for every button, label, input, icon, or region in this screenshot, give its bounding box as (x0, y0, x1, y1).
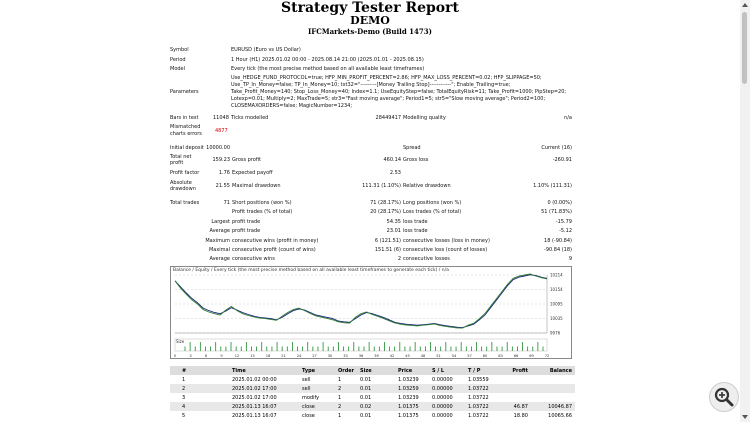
al-value: -5.12 (559, 228, 572, 234)
x-tick-label: 57 (467, 354, 472, 358)
header-cell: Size (360, 368, 372, 374)
x-tick-label: 3 (189, 354, 192, 358)
header-cell: Profit (512, 368, 528, 374)
header-cell: Time (232, 368, 246, 374)
cp-value: 151.51 (6) (374, 247, 401, 253)
scroll-up-icon[interactable] (742, 3, 748, 7)
series-line-equity (175, 274, 547, 328)
x-tick-label: 51 (436, 354, 441, 358)
pt-value: 20 (28.17%) (370, 209, 401, 215)
scroll-down-icon[interactable] (742, 415, 748, 419)
grossloss-value: -260.91 (552, 157, 572, 163)
lt-value: 51 (71.83%) (541, 209, 572, 215)
table-cell: 0.01 (360, 386, 372, 392)
short-value: 71 (28.17%) (370, 200, 401, 206)
size-label: Size (176, 339, 185, 344)
table-cell: 10046.87 (548, 404, 572, 410)
table-cell: 1.03239 (398, 377, 419, 383)
payoff-label: Expected payoff (232, 170, 273, 176)
absdd-value: 21.55 (215, 183, 230, 189)
reldd-label: Relative drawdown (403, 183, 451, 189)
al-label: loss trade (403, 228, 428, 234)
chart-canvas (171, 267, 571, 358)
pf-label: Profit factor (170, 170, 200, 176)
cl-value: 18 (-90.84) (544, 238, 572, 244)
table-cell: sell (302, 386, 311, 392)
header-cell: T / P (468, 368, 481, 374)
table-cell: 0.01 (360, 377, 372, 383)
y-tick-label: 10095 (550, 301, 563, 307)
zoom-button[interactable] (709, 382, 739, 412)
payoff-value: 2.53 (389, 170, 401, 176)
spread-value: Current (16) (541, 145, 572, 151)
x-tick-label: 15 (250, 354, 255, 358)
deposit-value: 10000.00 (206, 145, 230, 151)
average-label: Average (209, 228, 230, 234)
ll-label: loss trade (403, 219, 428, 225)
ap-label: profit trade (232, 228, 261, 234)
x-tick-label: 36 (358, 354, 364, 358)
maximum-label: Maximum (205, 238, 230, 244)
cp-label: consecutive profit (count of wins) (232, 247, 316, 253)
table-cell: 2025.01.02 17:00 (232, 395, 277, 401)
grossloss-label: Gross loss (403, 157, 429, 163)
mismatch-value: 4877 (215, 128, 228, 134)
pt-label: Profit trades (% of total) (232, 209, 293, 215)
table-cell: modify (302, 395, 320, 401)
grossprofit-value: 460.14 (383, 157, 401, 163)
table-cell: 0.00000 (432, 404, 453, 410)
table-cell: 1 (338, 377, 342, 383)
maximal-label: Maximal (208, 247, 230, 253)
table-cell: 0.00000 (432, 377, 453, 383)
x-tick-label: 45 (405, 354, 410, 358)
series-line-balance (175, 275, 547, 328)
x-tick-label: 12 (234, 354, 240, 358)
scrollbar-thumb[interactable] (742, 12, 747, 84)
balance-chart (170, 266, 572, 359)
ticks-value: 28449417 (375, 115, 401, 121)
parameters-line: Lotexp=0.01; Multiply=2; MaxTrade=5; str3="Fast moving average"; Period1=5; str5="Slow moving average"; Period2=100; (231, 96, 546, 102)
parameters-label: Parameters (170, 89, 199, 95)
x-tick-label: 39 (374, 354, 379, 358)
magnifier-icon (710, 383, 738, 411)
x-tick-label: 30 (327, 354, 333, 358)
cls-label: consecutive loss (count of losses) (403, 247, 488, 253)
trades-label: Total trades (170, 200, 200, 206)
trades-value: 71 (223, 200, 230, 206)
table-cell: sell (302, 377, 311, 383)
cl-label: consecutive losses (loss in money) (403, 238, 490, 244)
x-tick-label: 9 (220, 354, 223, 358)
x-tick-label: 24 (296, 354, 302, 358)
x-tick-label: 21 (281, 354, 286, 358)
table-cell: 2025.01.02 17:00 (232, 386, 277, 392)
x-tick-label: 42 (389, 354, 395, 358)
average-label: Average (209, 256, 230, 262)
long-value: 0 (0.00%) (547, 200, 572, 206)
header-cell: Balance (549, 368, 572, 374)
table-cell: 1.03559 (468, 377, 489, 383)
parameters-line: Use_HEDGE_FUND_PROTOCOL=true; HFP_MIN_PROFIT_PERCENT=2.86; HFP_MAX_LOSS_PERCENT=0.02; HFP_SLIPPAGE=50; (231, 75, 542, 81)
header-cell: Price (398, 368, 413, 374)
header-cell: # (182, 368, 187, 374)
table-cell: 0.01 (360, 395, 372, 401)
bars-label: Bars in test (170, 115, 199, 121)
parameters-line: CLOSEMAXORDERS=false; MagicNumber=1234; (231, 103, 353, 109)
y-tick-label: 10154 (550, 287, 563, 292)
x-tick-label: 6 (204, 354, 208, 358)
lp-value: 54.35 (386, 219, 401, 225)
long-label: Long positions (won %) (403, 200, 462, 206)
netprofit-value: 159.23 (212, 157, 230, 163)
lp-label: profit trade (232, 219, 261, 225)
deposit-label: Initial deposit (170, 145, 204, 151)
table-cell: 0.00000 (432, 386, 453, 392)
x-tick-label: 66 (513, 354, 519, 358)
parameters-line: Take_Profit_Money=140; Stop_Loss_Money=40; Index=1.1; UseEquityStep=false; TotalEquityRisk=11; Take_Profit=1000; PipStep=20; (231, 89, 567, 95)
table-row (170, 411, 575, 420)
header-cell: Type (302, 368, 316, 374)
maxdd-value: 111.31 (1.10%) (362, 183, 401, 189)
table-cell: 1.03722 (468, 386, 489, 392)
table-cell: 2025.01.02 00:00 (232, 377, 277, 383)
table-cell: 1.03239 (398, 395, 419, 401)
netprofit-label: Total net (170, 154, 192, 160)
lt-label: Loss trades (% of total) (403, 209, 462, 215)
table-cell: 2 (182, 386, 186, 392)
quality-label: Modelling quality (403, 115, 446, 121)
symbol-value: EURUSD (Euro vs US Dollar) (231, 47, 301, 53)
table-row (170, 402, 575, 411)
table-cell: 1.01375 (398, 413, 419, 419)
x-tick-label: 69 (529, 354, 534, 358)
x-tick-label: 60 (482, 354, 488, 358)
table-cell: 0.00000 (432, 395, 453, 401)
table-cell: 1 (182, 377, 186, 383)
absdd-label: Absolute (170, 180, 192, 186)
x-tick-label: 33 (343, 354, 348, 358)
x-tick-label: 27 (312, 354, 317, 358)
x-tick-label: 18 (265, 354, 271, 358)
table-cell: 46.87 (513, 404, 528, 410)
cw-label: consecutive wins (profit in money) (232, 238, 319, 244)
x-tick-label: 72 (544, 354, 550, 358)
grossprofit-label: Gross profit (232, 157, 261, 163)
table-cell: 4 (182, 404, 186, 410)
acl-label: consecutive losses (403, 256, 450, 262)
acw-value: 2 (397, 256, 401, 262)
table-header-row (170, 366, 575, 375)
table-cell: 2025.01.13 16:07 (232, 413, 277, 419)
ll-value: -15.79 (555, 219, 572, 225)
table-cell: 1.03722 (468, 413, 489, 419)
x-tick-label: 0 (173, 354, 177, 358)
pf-value: 1.76 (218, 170, 230, 176)
ticks-label: Ticks modelled (231, 115, 269, 121)
model-label: Model (170, 66, 186, 72)
table-cell: 18.80 (513, 413, 528, 419)
symbol-label: Symbol (170, 47, 189, 53)
vertical-scrollbar[interactable] (740, 0, 750, 422)
period-value: 1 Hour (H1) 2025.01.02 00:00 - 2025.08.14 21:00 (2025.01.01 - 2025.08.15) (231, 57, 424, 63)
table-cell: 10065.66 (548, 413, 572, 419)
parameters-line: Use_TP_In_Money=false; TP_In_Money=10; txt32="---------[Money Trailing Stop]------------"; Enable_Trailing=true; (231, 82, 511, 88)
table-row (170, 375, 575, 384)
cw-value: 6 (121.51) (374, 238, 401, 244)
mismatch-label: Mismatched (170, 124, 201, 130)
spread-label: Spread (403, 145, 421, 151)
table-cell: 2 (338, 386, 342, 392)
y-tick-label: 10214 (550, 272, 563, 278)
table-cell: close (302, 404, 315, 410)
header-cell: Order (338, 368, 355, 374)
table-cell: 0.00000 (432, 413, 453, 419)
table-cell: 1.03722 (468, 395, 489, 401)
y-tick-label: 10035 (550, 316, 563, 321)
table-cell: 2 (338, 404, 342, 410)
table-cell: 1.03722 (468, 404, 489, 410)
report-subtitle: DEMO (350, 14, 390, 27)
x-tick-label: 48 (420, 354, 426, 358)
bars-value: 11048 (213, 115, 229, 121)
netprofit-label: profit (170, 160, 184, 166)
chart-title: Balance / Equity / Every tick (the most precise method based on all available least timeframes to generate each tick) / n/a (173, 268, 449, 273)
quality-value: n/a (564, 115, 572, 121)
short-label: Short positions (won %) (232, 200, 292, 206)
x-tick-label: 54 (451, 354, 457, 358)
period-label: Period (170, 57, 186, 63)
mismatch-label: charts errors (170, 131, 202, 137)
y-tick-label: 9976 (550, 330, 561, 336)
ap-value: 23.01 (386, 228, 401, 234)
table-row (170, 384, 575, 393)
table-cell: 1 (338, 413, 342, 419)
table-row (170, 393, 575, 402)
reldd-value: 1.10% (111.31) (533, 183, 572, 189)
largest-label: Largest (211, 219, 230, 225)
table-cell: 0.01 (360, 413, 372, 419)
table-cell: 1.01375 (398, 404, 419, 410)
cls-value: -90.84 (18) (544, 247, 572, 253)
table-cell: 2025.01.13 16:07 (232, 404, 277, 410)
x-tick-label: 63 (498, 354, 503, 358)
table-cell: close (302, 413, 315, 419)
acl-value: 9 (568, 256, 572, 262)
table-cell: 1.03259 (398, 386, 419, 392)
table-cell: 1 (338, 395, 342, 401)
report-title: Strategy Tester Report (281, 0, 459, 16)
acw-label: consecutive wins (232, 256, 275, 262)
header-cell: S / L (432, 368, 445, 374)
table-cell: 5 (182, 413, 186, 419)
absdd-label: drawdown (170, 186, 196, 192)
maxdd-label: Maximal drawdown (232, 183, 281, 189)
trades-table (170, 366, 575, 420)
model-value: Every tick (the most precise method based on all available least timeframes) (231, 66, 425, 72)
report-server: IFCMarkets-Demo (Build 1473) (308, 27, 432, 36)
table-cell: 3 (182, 395, 186, 401)
table-cell: 0.02 (360, 404, 372, 410)
